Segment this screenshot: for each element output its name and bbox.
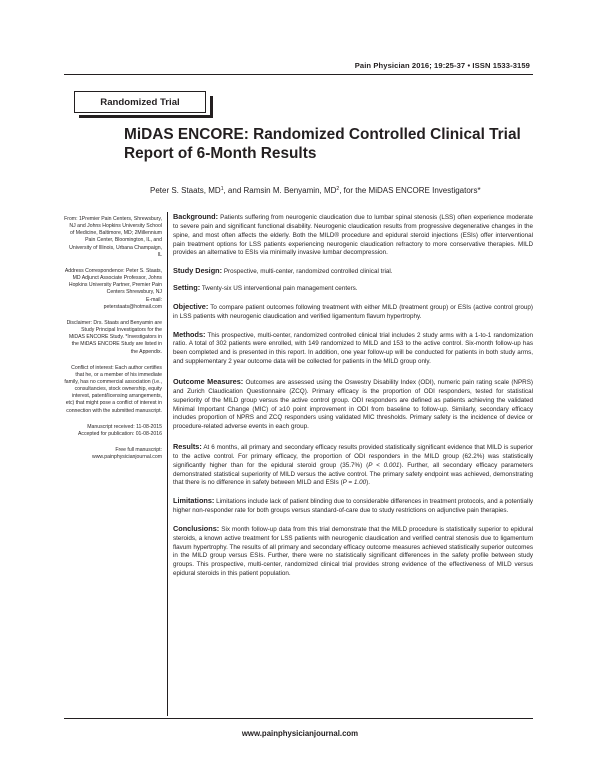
author-joiner: , and [223, 186, 244, 195]
article-title: MiDAS ENCORE: Randomized Controlled Clinical Trial Report of 6-Month Results [124, 126, 521, 162]
article-type-label: Randomized Trial [100, 97, 180, 108]
section-text: Prospective, multi-center, randomized controlled clinical trial. [223, 268, 393, 276]
abstract-conclusions [173, 525, 533, 579]
section-label: Outcome Measures: [173, 376, 244, 386]
abstract-setting [173, 284, 533, 294]
section-text: At 6 months, all primary and secondary efficacy results provided statistically significant evidence that MILD is superior to the active control. For primary efficacy, the proportion of ODI responders in the MILD group (62.2%) was statistically significantly higher than for the epidural steroid group (35.7%) [173, 444, 533, 469]
manuscript-dates [64, 424, 162, 438]
affiliation-marker: 2 [336, 186, 340, 192]
conflict-of-interest: Conflict of interest: Each author certifies that he, or a member of his immediate family, has no commercial association (i.e., consultancies, stock ownership, equity interest, patent/licensing arrangements, etc) that might pose a conflict of interest in connection with the submitted manuscript. [64, 364, 162, 414]
p-value: ( P = 1.00 ) [341, 479, 369, 486]
correspondence-address: Address Correspondence: Peter S. Staats, MD Adjunct Associate Professor, Johns Hopkins University Partner, Premier Pain Centers Shrewsbury, NJ [64, 267, 162, 296]
author-line [150, 184, 540, 196]
abstract-methods [173, 331, 533, 367]
article-type-box [74, 91, 206, 113]
date-accepted: Accepted for publication: 01-08-2016 [77, 430, 162, 437]
section-label: Conclusions: [173, 523, 220, 533]
section-label: Results: [173, 442, 202, 452]
section-text: . Further, all secondary efficacy parameters demonstrated statistical superiority of MILD versus the active control. The primary safety endpoint was achieved, demonstrating that there is no difference in safety between MILD and ESIs [173, 461, 533, 487]
author-name: Ramsin M. Benyamin, MD [243, 186, 337, 195]
investigator-group: , for the MiDAS ENCORE Investigators* [339, 186, 481, 195]
journal-citation: Pain Physician 2016; 19:25-37 • ISSN 1533-3159 [354, 61, 530, 70]
abstract-objective [173, 303, 533, 322]
abstract [173, 213, 533, 586]
email-label: E-mail: [146, 296, 162, 303]
footer-url[interactable]: www.painphysicianjournal.com [241, 729, 359, 738]
footer-rule [64, 718, 533, 719]
author-name: Peter S. Staats, MD [150, 186, 221, 195]
section-text: Six month follow-up data from this trial demonstrate that the MILD procedure is statistically superior to epidural steroids, a known active treatment for LSS patients with neurogenic claudication and verified central stenosis due to ligamentum flavum hypertrophy. The results of all primary and secondary efficacy outcome measures achieved statistically superior outcomes in the MILD group versus ESIs. Further, there were no statistically significant differences in the safety profile between study groups. This prospective, multi-center, randomized clinical trial provides strong evidence of the effectiveness of MILD versus epidural steroids in this patient population. [173, 525, 533, 578]
abstract-divider [167, 212, 168, 716]
affiliation-1: From: 1Premier Pain Centers, Shrewsbury, NJ and Johns Hopkins University School of Medicine, Baltimore, MD; [64, 216, 162, 237]
section-text: Twenty-six US interventional pain management centers. [201, 285, 358, 293]
section-label: Objective: [173, 301, 209, 311]
abstract-results [173, 443, 533, 488]
disclaimer: Disclaimer: Drs. Staats and Benyamin are Study Principal Investigators for the MiDAS ENCORE Study. *Investigators in the MiDAS ENCORE Study are listed in the Appendix. [66, 319, 162, 355]
affiliations [64, 216, 162, 259]
section-text: Patients suffering from neurogenic claudication due to lumbar spinal stenosis (LSS) often experience moderate to severe pain and significant functional disability. Neurogenic claudication results from progressive degenerative changes in the spine, and most often affects the elderly. Both the MILD® procedure and epidural steroid injections (ESIs) offer interventional pain treatment options for LSS patients experiencing neurogenic claudication refractory to more conservative therapies. MILD provides an alternative to ESIs via minimally invasive lumbar decompression. [173, 214, 534, 257]
free-manuscript-link[interactable]: www.painphysicianjournal.com [91, 454, 162, 461]
section-text: Outcomes are assessed using the Oswestry Disability Index (ODI), numeric pain rating scale (NPRS) and Zurich Claudication Questionnaire (ZCQ). Primary efficacy is the proportion of ODI responders, tested for statistical superiority of the MILD group versus the active control group. ODI responders are defined as patients achieving the validated Minimal Important Change (MIC) of ≥10 point improvement in ODI from baseline to follow-up. Similarly, secondary efficacy includes proportion of NPRS and ZCQ responders using validated MIC thresholds. Primary safety is the incidence of device or procedure-related adverse events in each group. [173, 378, 534, 431]
section-text: To compare patient outcomes following treatment with either MILD (treatment group) or ESIs (active control group) in LSS patients with neurogenic claudication and verified ligamentum flavum hypertrophy. [173, 303, 533, 320]
correspondence [64, 268, 162, 311]
free-manuscript-label: Free full manuscript: [115, 447, 162, 454]
section-label: Study Design: [173, 266, 223, 276]
abstract-study-design [173, 267, 533, 277]
affiliation-marker: 1 [220, 186, 224, 192]
email-link[interactable]: peterstaats@hotmail.com [103, 303, 162, 310]
section-text: . [368, 479, 370, 487]
date-received: Manuscript received: 11-08-2015 [87, 423, 162, 430]
section-text: This prospective, multi-center, randomized controlled clinical trial includes 2 study arms with a 1-to-1 randomization ratio. A total of 302 patients were enrolled, with 149 randomized to MILD and 153 to the active control. Six-month follow-up has been completed and is presented in this report. In addition, one year follow-up will be conducted for patients in both study arms, and supplementary 2 year outcome data will be collected for patients in the MILD group only. [173, 331, 533, 366]
affiliation-2: 2Millennium Pain Center, Bloomington, IL, and University of Illinois, Urbana Champaign, IL [69, 230, 162, 258]
section-label: Methods: [173, 329, 206, 339]
p-value: ( P < 0.001 ) [366, 462, 401, 469]
abstract-limitations [173, 497, 533, 516]
article-info-sidebar [64, 216, 162, 470]
free-manuscript [64, 447, 162, 461]
header-rule [64, 74, 533, 75]
section-label: Setting: [173, 283, 201, 293]
section-text: Limitations include lack of patient blinding due to considerable differences in treatment protocols, and a potentially higher non-responder rate for both groups versus standard-of-care due to study restrictions on adjunctive pain therapies. [173, 498, 534, 515]
section-label: Limitations: [173, 496, 215, 506]
abstract-outcome-measures [173, 378, 533, 432]
abstract-background [173, 213, 533, 258]
section-label: Background: [173, 212, 218, 221]
